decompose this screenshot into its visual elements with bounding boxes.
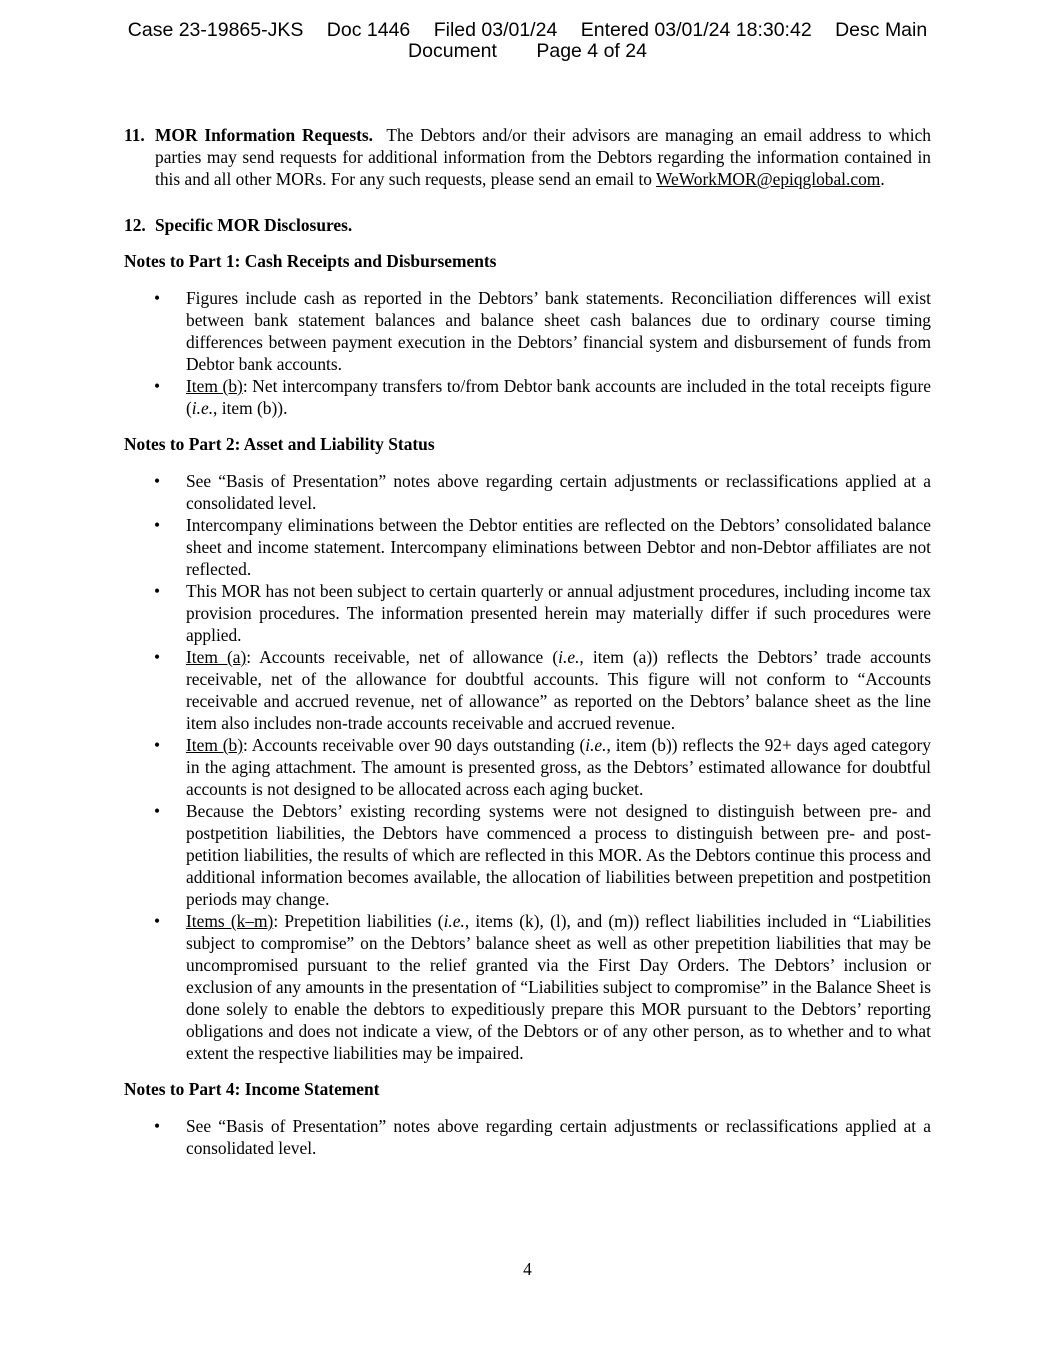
ie-abbrev: i.e. — [585, 735, 607, 755]
part1-notes — [124, 287, 931, 419]
part2-heading: Notes to Part 2: Asset and Liability Status — [124, 434, 435, 454]
list-item — [124, 800, 931, 910]
page-of-total: Page 4 of 24 — [536, 40, 647, 62]
part2-notes — [124, 470, 931, 1064]
section-11 — [124, 124, 931, 190]
note-text: See “Basis of Presentation” notes above regarding certain adjustments or reclassifications applied at a consolidated level. — [186, 471, 931, 513]
part4-notes — [124, 1115, 931, 1159]
note-text-end: , item (b)). — [213, 398, 288, 418]
note-text-end: item (a)) reflects the Debtors’ trade accounts receivable, net of the allowance for doubtful accounts. This figure will not conform to “Accounts receivable and accrued revenue, net of allowance” as reported on the Debtors’ balance sheet as the line item also includes non-trade accounts receivable and accrued revenue. — [186, 647, 931, 733]
ie-abbrev: i.e. — [191, 398, 214, 418]
list-item — [124, 375, 931, 419]
list-item — [124, 910, 931, 1064]
note-text: This MOR has not been subject to certain quarterly or annual adjustment procedures, including income tax provision procedures. The information presented herein may materially differ if such procedures were applied. — [186, 581, 931, 645]
section-body: The Debtors and/or their advisors are managing an email address to which parties may send requests for additional information from the Debtors regarding the information contained in this and all other MORs. For any such requests, please send an email to — [155, 125, 931, 189]
item-label: Items (k–m) — [186, 911, 274, 931]
section-number: 12. — [124, 215, 146, 235]
ie-abbrev: i.e., — [558, 647, 584, 667]
bullet-icon: • — [154, 376, 161, 396]
bullet-icon: • — [154, 288, 161, 308]
section-12 — [124, 214, 931, 236]
header-line-2 — [0, 41, 1055, 62]
note-text-end: , item (b)) reflects the 92+ days aged category in the aging attachment. The amount is presented gross, as the Debtors’ estimated allowance for doubtful accounts is not designed to be allocated across each aging bucket. — [186, 735, 931, 799]
note-text: See “Basis of Presentation” notes above regarding certain adjustments or reclassifications applied at a consolidated level. — [186, 1116, 931, 1158]
note-text: Intercompany eliminations between the Debtor entities are reflected on the Debtors’ consolidated balance sheet and income statement. Intercompany eliminations between Debtor and non-Debtor affiliates are not reflected. — [186, 515, 931, 579]
item-label: Item (a) — [186, 647, 247, 667]
bullet-icon: • — [154, 471, 161, 491]
period: . — [880, 169, 885, 189]
email-link[interactable]: WeWorkMOR@epiqglobal.com — [656, 169, 881, 189]
note-text: : Prepetition liabilities ( — [273, 911, 444, 931]
note-text-end: , items (k), (l), and (m)) reflect liabilities included in “Liabilities subject to compromise” on the Debtors’ balance sheet as well as other prepetition liabilities that may be uncompromised pursuant to the relief granted via the First Day Orders. The Debtors’ inclusion or exclusion of any amounts in the presentation of “Liabilities subject to compromise” in the Balance Sheet is done solely to enable the debtors to expeditiously prepare this MOR pursuant to the Debtors’ reporting obligations and does not indicate a view, of the Debtors or of any other person, as to whether and to what extent the respective liabilities may be impaired. — [186, 911, 932, 1063]
filing-header — [0, 20, 1055, 62]
bullet-icon: • — [154, 515, 161, 535]
note-text: Because the Debtors’ existing recording systems were not designed to distinguish between pre- and postpetition liabilities, the Debtors have commenced a process to distinguish between pre- and post-petition liabilities, the results of which are reflected in this MOR. As the Debtors continue this process and additional information becomes available, the allocation of liabilities between prepetition and postpetition periods may change. — [186, 801, 931, 909]
list-item — [124, 287, 931, 375]
part1-heading: Notes to Part 1: Cash Receipts and Disbursements — [124, 251, 497, 271]
section-title: MOR Information Requests. — [155, 125, 374, 145]
header-line-1 — [0, 20, 1055, 41]
section-title: Specific MOR Disclosures. — [155, 215, 353, 235]
note-text: : Accounts receivable over 90 days outstanding ( — [243, 735, 586, 755]
item-label: Item (b) — [186, 735, 244, 755]
note-text: : Net intercompany transfers to/from Debtor bank accounts are included in the total receipts figure ( — [186, 376, 931, 418]
list-item — [124, 470, 931, 514]
note-text: : Accounts receivable, net of allowance ( — [246, 647, 559, 667]
bullet-icon: • — [154, 1116, 161, 1136]
bullet-icon: • — [154, 647, 161, 667]
page-number: 4 — [523, 1259, 532, 1279]
entered-date: Entered 03/01/24 18:30:42 — [580, 19, 812, 41]
list-item — [124, 734, 931, 800]
list-item — [124, 580, 931, 646]
description: Desc Main — [835, 19, 928, 41]
bullet-icon: • — [154, 911, 161, 931]
list-item — [124, 646, 931, 734]
bullet-icon: • — [154, 581, 161, 601]
filed-date: Filed 03/01/24 — [433, 19, 558, 41]
section-number: 11. — [124, 125, 145, 145]
doc-number: Doc 1446 — [326, 19, 411, 41]
document-label: Document — [408, 40, 497, 62]
list-item — [124, 1115, 931, 1159]
bullet-icon: • — [154, 735, 161, 755]
item-label: Item (b) — [186, 376, 243, 396]
bullet-icon: • — [154, 801, 161, 821]
list-item — [124, 514, 931, 580]
ie-abbrev: i.e. — [443, 911, 465, 931]
note-text: Figures include cash as reported in the Debtors’ bank statements. Reconciliation differences will exist between bank statement balances and balance sheet cash balances due to ordinary course timing differences between payment execution in the Debtors’ financial system and disbursement of funds from Debtor bank accounts. — [186, 288, 931, 374]
part4-heading: Notes to Part 4: Income Statement — [124, 1079, 380, 1099]
document-body — [124, 124, 931, 1159]
section-text — [155, 124, 931, 190]
case-number: Case 23-19865-JKS — [127, 19, 304, 41]
